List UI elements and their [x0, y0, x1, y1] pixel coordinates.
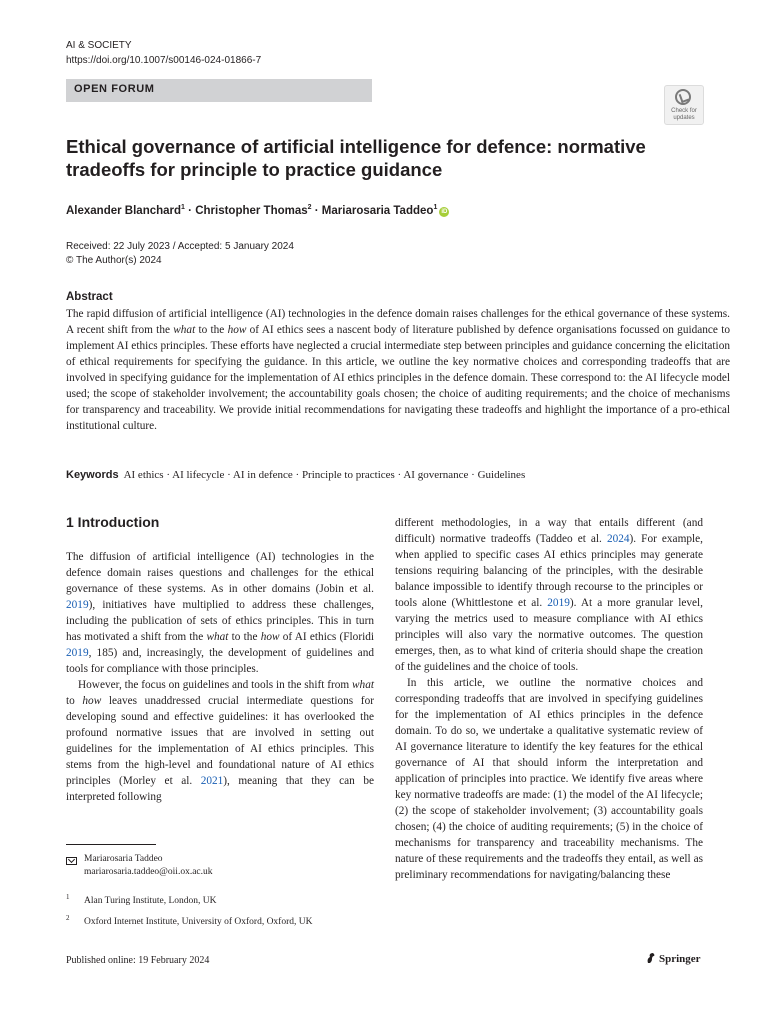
author-affiliation: 2: [307, 204, 312, 211]
paragraph: The diffusion of artificial intelligence (AI) technologies in the defence domain raises questions and challenges for the ethical governance of these systems. As in other domains (Jobin et al. 2019), initiatives have multiplied to address these challenges, including the publication of sets of ethics principles. This in turn has motivated a shift from the what to the how of AI ethics (Floridi 2019, 185) and, increasingly, the development of guidelines and tools for compliance with those principles.: [66, 551, 375, 675]
author-name[interactable]: Mariarosaria Taddeo: [321, 204, 434, 217]
author-name[interactable]: Alexander Blanchard: [66, 204, 182, 217]
doi-link[interactable]: https://doi.org/10.1007/s00146-024-01866-7: [66, 55, 262, 66]
citation-link[interactable]: 2021: [200, 775, 224, 787]
badge-line-2: updates: [673, 115, 695, 121]
section-band: [66, 79, 372, 102]
footnote-divider: [66, 844, 156, 845]
author-list: [66, 204, 449, 217]
author-separator: ·: [184, 204, 196, 217]
paragraph: However, the focus on guidelines and tools in the shift from what to how leaves unaddressed crucial intermediate questions for developing sound and effective guidelines: it has overlooked the profound normative issues that are involved in setting out guidelines for the implementation of AI ethics principles. This stems from the high-level and foundational nature of AI ethics principles (Morley et al. 2021), meaning that they can be interpreted following: [66, 679, 374, 803]
check-updates-icon: [675, 89, 691, 105]
envelope-icon: [66, 857, 77, 865]
paragraph: In this article, we outline the normative choices and corresponding tradeoffs that are involved in specifying guidelines for the implementation of AI ethics principles in the defence domain. To do so, we undertake a qualitative systematic review of AI governance literature to identify the key features for the ethical governance of AI that should inform the interpretation and application of principles into practice. We identify five areas where key normative tradeoffs are made: (1) the model of the AI lifecycle; (2) the scope of stakeholder involvement; (3) accountability goals chosen; (4) the choice of auditing requirements; (5) in the choice of mechanisms for transparency and traceability mechanisms. The nature of these requirements and the tradeoffs they entail, as well as preliminary recommendations for navigating/balancing these: [395, 677, 703, 881]
check-for-updates-badge[interactable]: [664, 85, 704, 125]
article-title: Ethical governance of artificial intelligence for defence: normative tradeoffs for principle to practice guidance: [66, 136, 646, 180]
keywords: [66, 469, 730, 481]
affiliation-1: Alan Turing Institute, London, UK: [84, 896, 217, 906]
contact-email[interactable]: mariarosaria.taddeo@oii.ox.ac.uk: [84, 867, 213, 877]
contact-name: Mariarosaria Taddeo: [84, 854, 163, 864]
springer-horse-icon: [646, 952, 656, 964]
citation-link[interactable]: 2019: [547, 597, 570, 609]
received-dates: Received: 22 July 2023 / Accepted: 5 January 2024: [66, 241, 294, 252]
orcid-icon[interactable]: iD: [441, 208, 448, 215]
body-column-left: [66, 549, 374, 805]
copyright: © The Author(s) 2024: [66, 255, 162, 266]
affiliation-2: Oxford Internet Institute, University of Oxford, Oxford, UK: [84, 917, 313, 927]
author-affiliation: 1: [181, 204, 185, 211]
footnote-number: 1: [66, 893, 70, 901]
author-affiliation: 1: [433, 204, 438, 211]
section-heading-introduction: 1 Introduction: [66, 514, 160, 530]
publisher-logo: [646, 952, 701, 965]
author-name[interactable]: Christopher Thomas: [195, 204, 308, 217]
abstract-heading: Abstract: [66, 291, 113, 303]
keywords-label: Keywords: [66, 469, 119, 481]
publisher-name: Springer: [659, 953, 701, 965]
citation-link[interactable]: 2019: [66, 647, 89, 659]
section-label: OPEN FORUM: [74, 83, 155, 95]
badge-line-1: Check for: [671, 108, 697, 114]
published-date: Published online: 19 February 2024: [66, 955, 210, 966]
paragraph: different methodologies, in a way that entails different (and difficult) normative tradeoffs (Taddeo et al. 2024). For example, when applied to specific cases AI ethics principles may generate tensions requiring balancing of the principles, with the desirable balance impossible to identify through recourse to the principles or tools alone (Whittlestone et al. 2019). At a more granular level, varying the metrics used to measure compliance with AI ethics principles will also vary the normative outcomes. The question emerges, then, as to what kind of criteria should shape the creation of the guidelines and the choice of tools.: [395, 517, 703, 673]
abstract-text: The rapid diffusion of artificial intelligence (AI) technologies in the defence domain raises challenges for the ethical governance of these systems. A recent shift from the what to the how of AI ethics sees a nascent body of literature published by defence organisations focussed on guidance to implement AI ethics principles. These efforts have neglected a crucial intermediate step between principles and guidance concerning the elicitation of ethical requirements for specifying the guidance. In this article, we outline the key normative choices and corresponding tradeoffs that are involved in specifying guidance for the implementation of AI ethics principles in the defence domain. These correspond to: the AI lifecycle model used; the scope of stakeholder involvement; the accountability goals chosen; the choice of auditing requirements; and the choice of mechanisms for transparency and traceability. We provide initial recommendations for navigating these tradeoffs and highlight the importance of a pro-ethical institutional culture.: [66, 308, 730, 432]
citation-link[interactable]: 2024: [606, 533, 630, 545]
journal-name: AI & SOCIETY: [66, 40, 132, 51]
citation-link[interactable]: 2019: [66, 599, 89, 611]
body-column-right: [395, 515, 703, 883]
footnote-number: 2: [66, 914, 70, 922]
keywords-list: AI ethics · AI lifecycle · AI in defence · Principle to practices · AI governance · Guidelines: [123, 469, 526, 481]
author-separator: ·: [311, 204, 322, 217]
